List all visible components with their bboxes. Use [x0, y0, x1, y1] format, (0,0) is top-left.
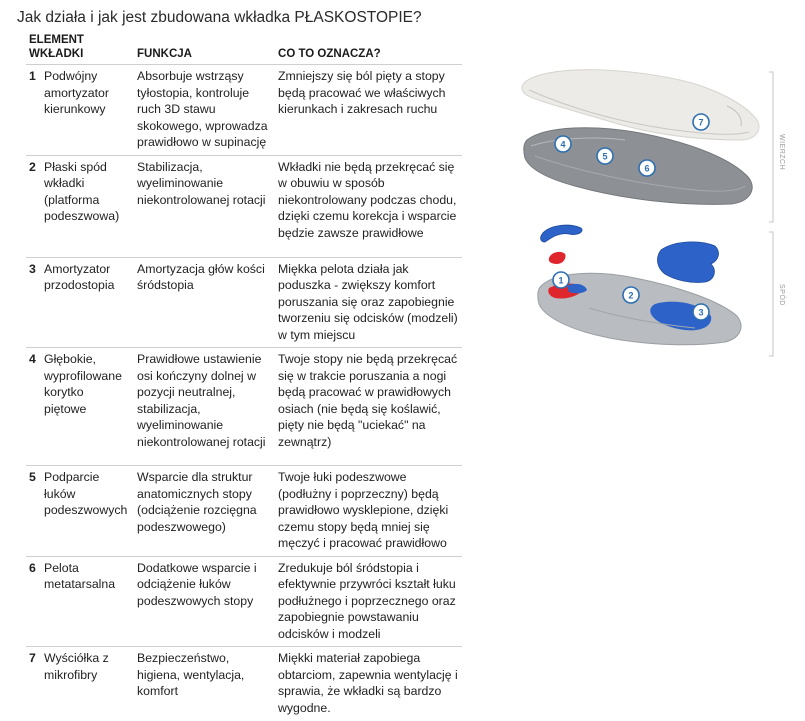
table-row — [26, 155, 462, 257]
label-top: WIERZCH — [778, 134, 785, 171]
svg-text:7: 7 — [698, 117, 704, 128]
marker-3 — [693, 304, 709, 320]
table-row — [26, 65, 462, 156]
row-function: Absorbuje wstrząsy tyłostopia, kontroluje ruch 3D stawu skokowego, wprowadza prawidłowo w supinację — [133, 65, 274, 156]
header-meaning: CO TO OZNACZA? — [274, 33, 462, 65]
row-meaning: Zmniejszy się ból pięty a stopy będą pracować we właściwych kierunkach i zakresach ruchu — [274, 65, 462, 156]
table-header-row — [26, 33, 462, 65]
row-element: Podwójny amortyzator kierunkowy — [42, 65, 133, 156]
row-element: Amortyzator przodostopia — [42, 257, 133, 348]
marker-6 — [639, 160, 655, 176]
header-element-line1: ELEMENT — [29, 34, 84, 46]
header-function: FUNKCJA — [133, 33, 274, 65]
row-function: Wsparcie dla struktur anatomicznych stopy (odciążenie rozcięgna podeszwowego) — [133, 466, 274, 557]
row-number: 1 — [26, 65, 42, 156]
svg-text:4: 4 — [560, 139, 566, 150]
label-bottom: SPÓD — [778, 284, 785, 306]
side-brackets — [769, 72, 787, 356]
svg-text:2: 2 — [628, 290, 634, 301]
row-function: Dodatkowe wsparcie i odciążenie łuków podeszwowych stopy — [133, 556, 274, 647]
marker-5 — [597, 148, 613, 164]
page-title: Jak działa i jak jest zbudowana wkładka PŁASKOSTOPIE? — [17, 9, 422, 26]
svg-text:3: 3 — [698, 307, 704, 318]
row-meaning: Zredukuje ból śródstopia i efektywnie przywróci kształt łuku podłużnego i poprzecznego oraz zapobiegnie powstawaniu odcisków i modzeli — [274, 556, 462, 647]
header-element-line2: WKŁADKI — [29, 48, 84, 60]
marker-7 — [693, 114, 709, 130]
row-element: Podparcie łuków podeszwowych — [42, 466, 133, 557]
row-number: 5 — [26, 466, 42, 557]
row-meaning: Miękki materiał zapobiega obtarciom, zapewnia wentylację i sprawia, że wkładki są bardzo wygodne. — [278, 651, 458, 715]
header-element — [26, 33, 133, 65]
table-row — [26, 647, 462, 721]
row-meaning: Twoje łuki podeszwowe (podłużny i poprzeczny) będą prawidłowo wysklepione, dzięki czemu stopy będą mniej się męczyć i pracować prawidłowo — [274, 466, 462, 557]
svg-text:6: 6 — [644, 163, 650, 174]
insole-layers-illustration — [505, 60, 805, 370]
svg-text:5: 5 — [602, 151, 608, 162]
row-meaning: Twoje stopy nie będą przekręcać się w trakcie poruszania a nogi będą pracować w prawidłowych osiach (nie będą się koślawić, pięty nie będą "uciekać" na zewnątrz) — [274, 348, 462, 466]
table-row — [26, 257, 462, 348]
row-element: Pelota metatarsalna — [42, 556, 133, 647]
row-function: Amortyzacja głów kości śródstopia — [133, 257, 274, 348]
row-function: Prawidłowe ustawienie osi kończyny dolnej w pozycji neutralnej, stabilizacja, wyeliminowanie niekontrolowanej rotacji — [133, 348, 274, 466]
table-row — [26, 556, 462, 647]
row-number: 2 — [26, 155, 42, 257]
row-number: 3 — [26, 257, 42, 348]
row-element: Płaski spód wkładki (platforma podeszwowa) — [42, 155, 133, 257]
row-element: Głębokie, wyprofilowane korytko piętowe — [42, 348, 133, 466]
marker-1 — [553, 272, 569, 288]
row-function: Stabilizacja, wyeliminowanie niekontrolowanej rotacji — [133, 155, 274, 257]
svg-text:1: 1 — [558, 275, 564, 286]
row-function: Bezpieczeństwo, higiena, wentylacja, komfort — [137, 651, 245, 698]
row-number: 7 — [29, 651, 36, 665]
row-number: 6 — [26, 556, 42, 647]
row-element: Wyściółka z mikrofibry — [44, 651, 109, 682]
row-meaning: Miękka pelota działa jak poduszka - zwiększy komfort poruszania się oraz zapobiegnie tworzeniu się odcisków (modzeli) w tym miejscu — [274, 257, 462, 348]
table-row — [26, 466, 462, 557]
row-meaning: Wkładki nie będą przekręcać się w obuwiu w sposób niekontrolowany podczas chodu, dzięki czemu korekcja i wsparcie będzie zawsze prawidłowe — [274, 155, 462, 257]
table-row — [26, 348, 462, 466]
marker-4 — [555, 136, 571, 152]
marker-2 — [623, 287, 639, 303]
insole-elements-table — [26, 33, 462, 720]
row-number: 4 — [26, 348, 42, 466]
